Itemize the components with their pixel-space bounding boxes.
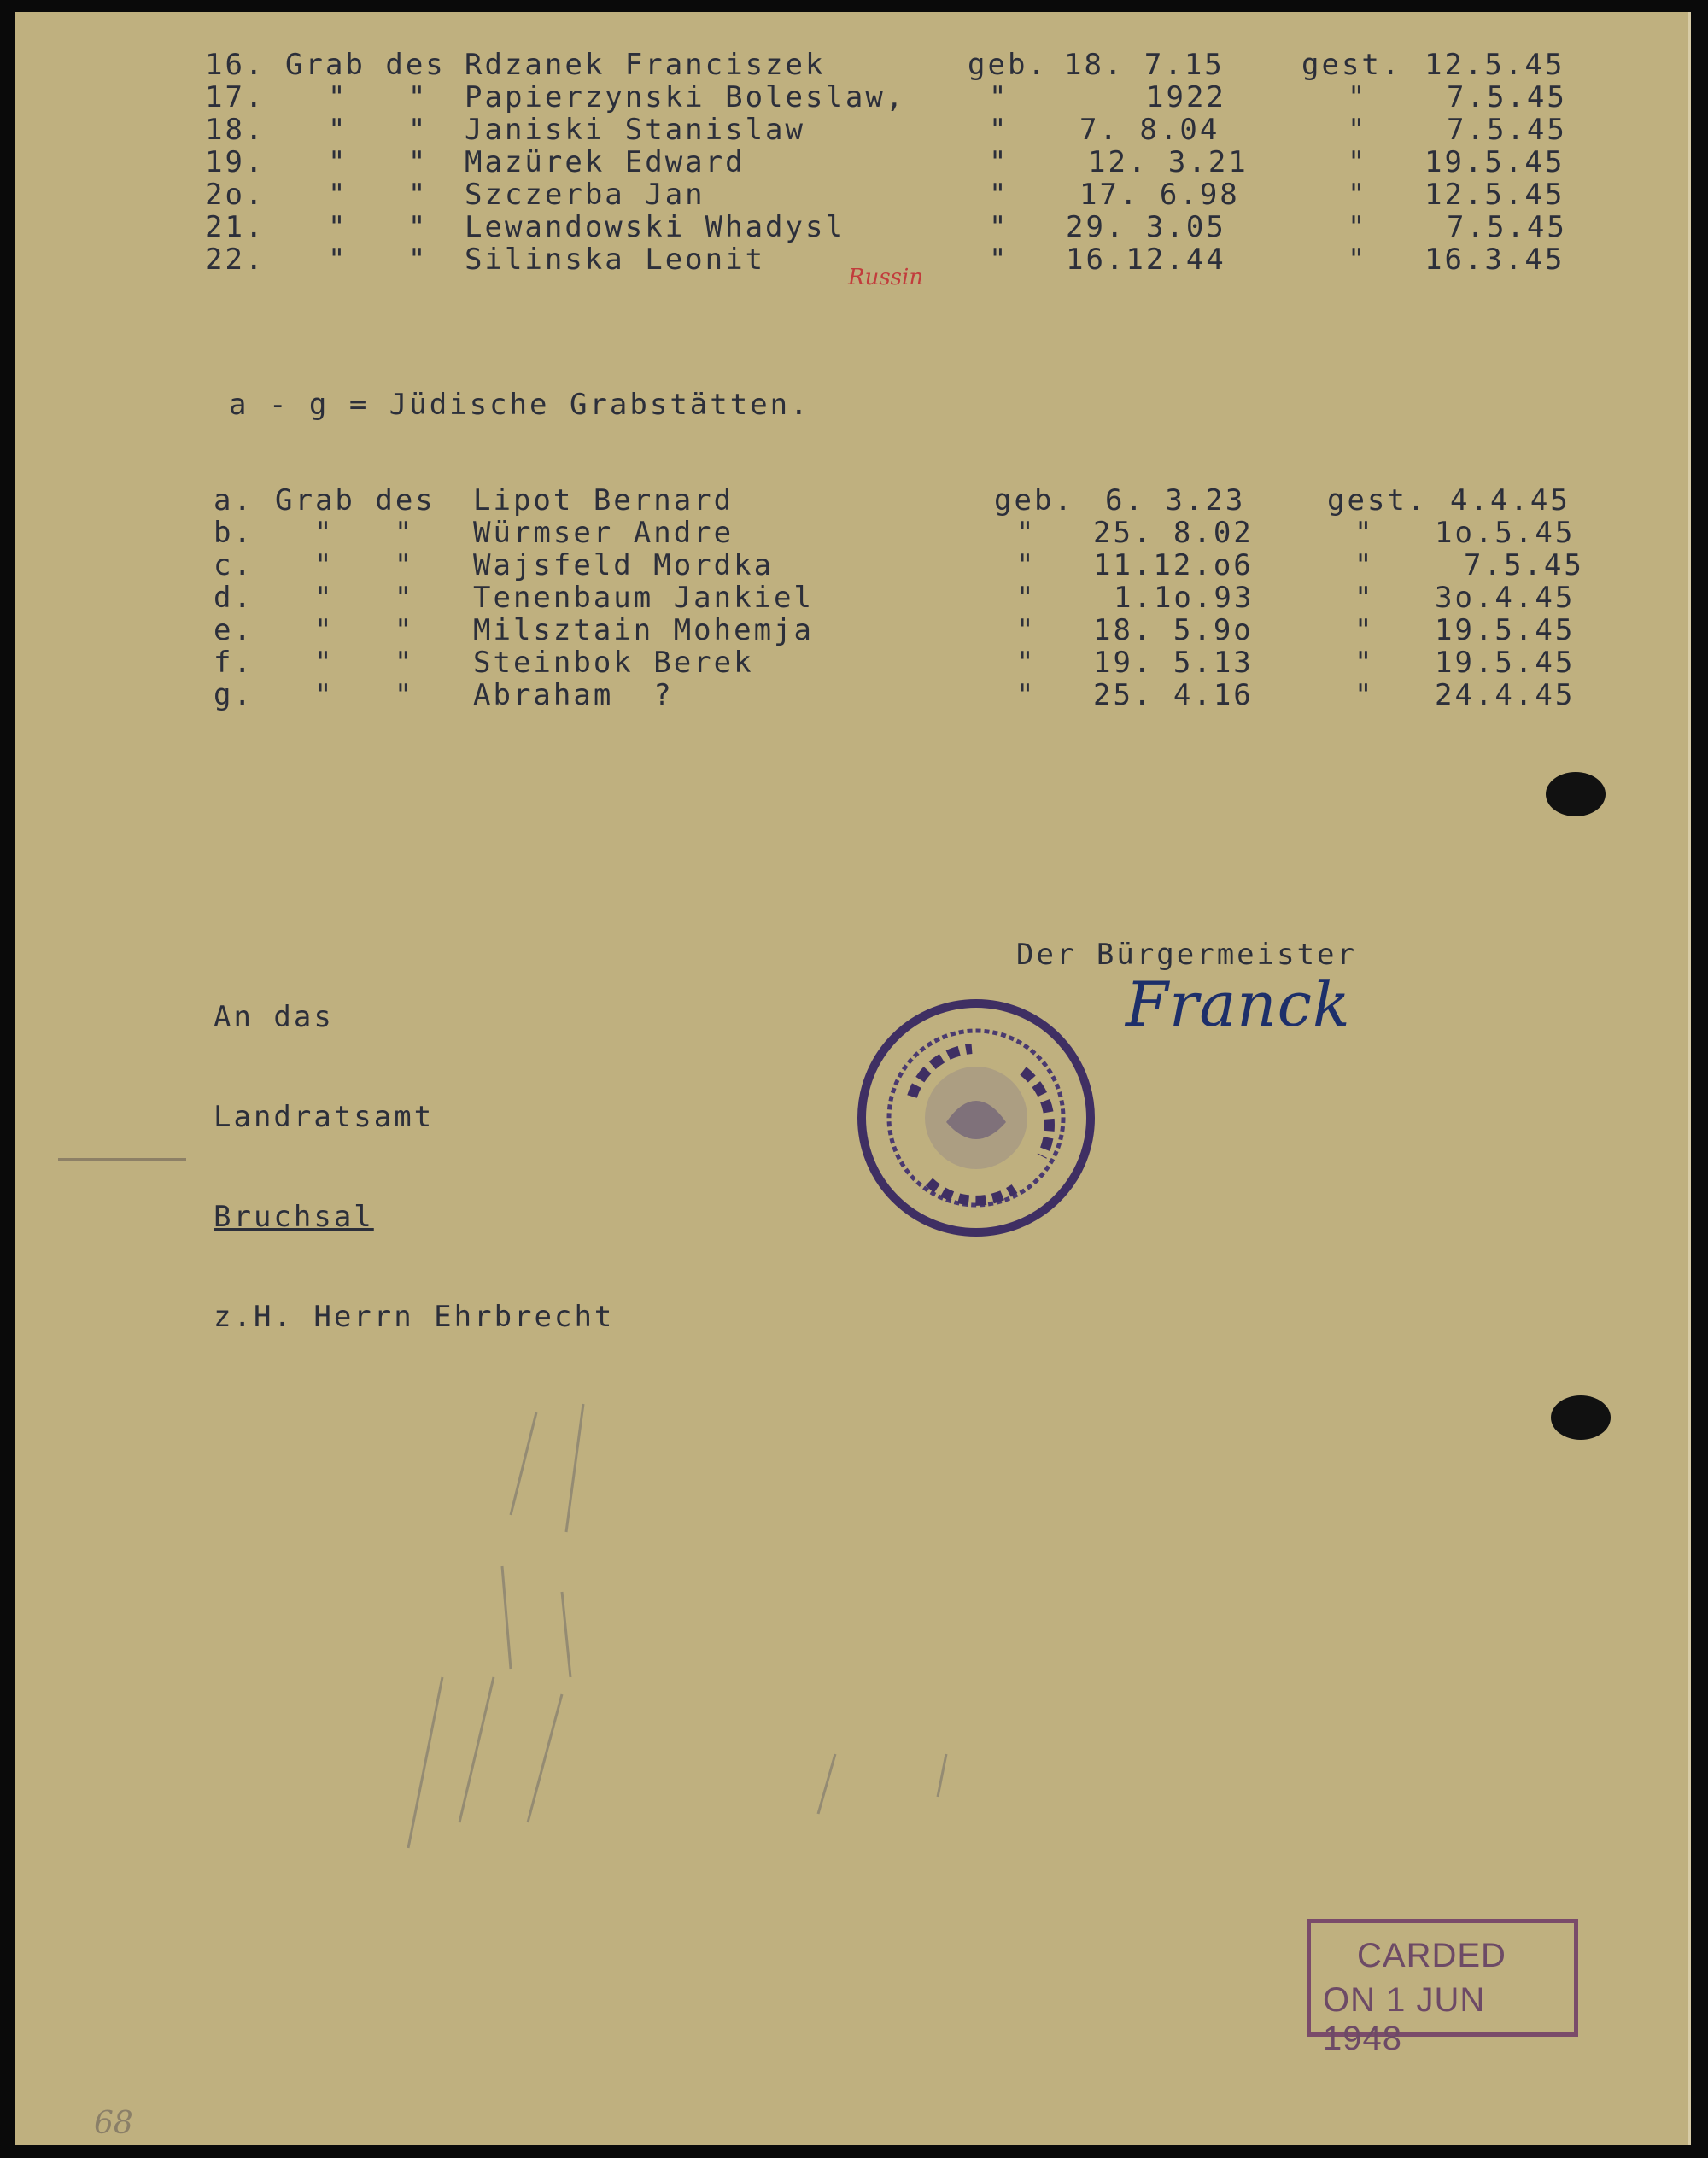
stamp-date: ON 1 JUN 1948 (1323, 1981, 1486, 2057)
grave-label: Grab des (275, 483, 436, 518)
grave-name: Lewandowski Whadysl (465, 210, 845, 244)
jewish-grave-row (15, 483, 1638, 518)
grave-row (15, 48, 1638, 82)
grave-name: Steinbok Berek (473, 646, 754, 680)
death-date: 19.5.45 (1435, 646, 1576, 680)
born-marker: " (1016, 581, 1037, 615)
address-line: z.H. Herrn Ehrbrecht (214, 1300, 615, 1334)
official-seal (852, 994, 1100, 1242)
grave-letter: f. (214, 646, 254, 680)
death-date: 4.4.45 (1450, 483, 1571, 518)
grave-label: " " (328, 145, 429, 179)
grave-row (15, 80, 1638, 114)
birth-date: 1922 (1146, 80, 1226, 114)
grave-row (15, 145, 1638, 179)
grave-name: Lipot Bernard (473, 483, 734, 518)
death-date: 7.5.45 (1447, 80, 1567, 114)
born-marker: geb. (968, 48, 1048, 82)
grave-name: Silinska Leonit (465, 243, 766, 277)
birth-date: 1.1o.93 (1114, 581, 1255, 615)
jewish-grave-row (15, 613, 1638, 647)
grave-letter: c. (214, 548, 254, 582)
page-number: 68 (94, 2106, 133, 2141)
grave-name: Mazürek Edward (465, 145, 746, 179)
mayor-title: Der Bürgermeister (1016, 938, 1357, 972)
death-date: 24.4.45 (1435, 678, 1576, 712)
died-marker: " (1348, 80, 1368, 114)
jewish-grave-row (15, 678, 1638, 712)
born-marker: " (1016, 516, 1037, 550)
born-marker: " (989, 210, 1009, 244)
recipient-address (214, 934, 614, 1401)
died-marker: " (1348, 178, 1368, 212)
grave-label: " " (328, 113, 429, 147)
died-marker: gest. (1327, 483, 1428, 518)
grave-number: 19. (205, 145, 266, 179)
died-marker: " (1354, 678, 1375, 712)
grave-letter: a. (214, 483, 254, 518)
born-marker: " (1016, 678, 1037, 712)
grave-row (15, 178, 1638, 212)
died-marker: " (1354, 613, 1375, 647)
jewish-grave-row (15, 646, 1638, 680)
grave-letter: g. (214, 678, 254, 712)
death-date: 12.5.45 (1424, 178, 1565, 212)
born-marker: " (1016, 646, 1037, 680)
death-date: 3o.4.45 (1435, 581, 1576, 615)
death-date: 7.5.45 (1464, 548, 1584, 582)
died-marker: gest. (1301, 48, 1402, 82)
birth-date: 16.12.44 (1066, 243, 1226, 277)
died-marker: " (1354, 516, 1375, 550)
fold-line (58, 1158, 186, 1161)
address-line: Landratsamt (214, 1100, 435, 1134)
grave-letter: e. (214, 613, 254, 647)
birth-date: 18. 5.9o (1093, 613, 1254, 647)
born-marker: " (1016, 548, 1037, 582)
birth-date: 25. 8.02 (1093, 516, 1254, 550)
grave-number: 18. (205, 113, 266, 147)
born-marker: geb. (994, 483, 1074, 518)
grave-label: " " (314, 581, 415, 615)
grave-label: " " (328, 178, 429, 212)
grave-letter: d. (214, 581, 254, 615)
grave-label: " " (314, 678, 415, 712)
grave-name: Tenenbaum Jankiel (473, 581, 814, 615)
grave-name: Rdzanek Franciszek (465, 48, 826, 82)
grave-label: " " (328, 210, 429, 244)
grave-label: " " (314, 516, 415, 550)
grave-row (15, 243, 1638, 277)
grave-number: 16. (205, 48, 266, 82)
mayor-signature: Franck (1126, 968, 1351, 1040)
grave-letter: b. (214, 516, 254, 550)
grave-name: Würmser Andre (473, 516, 734, 550)
grave-number: 21. (205, 210, 266, 244)
jewish-graves-heading: a - g = Jüdische Grabstätten. (229, 388, 810, 422)
grave-row (15, 113, 1638, 147)
death-date: 19.5.45 (1435, 613, 1576, 647)
address-city: Bruchsal (214, 1200, 374, 1234)
jewish-grave-row (15, 516, 1638, 550)
born-marker: " (989, 178, 1009, 212)
jewish-grave-row (15, 581, 1638, 615)
born-marker: " (989, 80, 1009, 114)
grave-label: " " (314, 548, 415, 582)
red-annotation: Russin (848, 265, 924, 290)
grave-name: Milsztain Mohemja (473, 613, 814, 647)
grave-number: 22. (205, 243, 266, 277)
grave-name: Janiski Stanislaw (465, 113, 805, 147)
birth-date: 29. 3.05 (1066, 210, 1226, 244)
died-marker: " (1348, 210, 1368, 244)
grave-label: Grab des (285, 48, 446, 82)
birth-date: 18. 7.15 (1064, 48, 1225, 82)
born-marker: " (1016, 613, 1037, 647)
punch-hole (1551, 1395, 1611, 1440)
birth-date: 11.12.o6 (1093, 548, 1254, 582)
seal-graphic (852, 994, 1100, 1242)
grave-name: Szczerba Jan (465, 178, 705, 212)
death-date: 7.5.45 (1447, 113, 1567, 147)
grave-label: " " (328, 243, 429, 277)
grave-label: " " (314, 613, 415, 647)
born-marker: " (989, 113, 1009, 147)
grave-label: " " (314, 646, 415, 680)
birth-date: 6. 3.23 (1105, 483, 1246, 518)
died-marker: " (1354, 581, 1375, 615)
document-page (15, 12, 1691, 2145)
grave-name: Abraham ? (473, 678, 674, 712)
born-marker: " (989, 145, 1009, 179)
death-date: 19.5.45 (1424, 145, 1565, 179)
death-date: 7.5.45 (1447, 210, 1567, 244)
died-marker: " (1354, 646, 1375, 680)
died-marker: " (1354, 548, 1375, 582)
grave-number: 17. (205, 80, 266, 114)
grave-number: 2o. (205, 178, 266, 212)
address-line: An das (214, 1000, 334, 1034)
grave-name: Wajsfeld Mordka (473, 548, 775, 582)
death-date: 16.3.45 (1424, 243, 1565, 277)
born-marker: " (989, 243, 1009, 277)
death-date: 1o.5.45 (1435, 516, 1576, 550)
jewish-grave-row (15, 548, 1638, 582)
grave-label: " " (328, 80, 429, 114)
died-marker: " (1348, 243, 1368, 277)
birth-date: 25. 4.16 (1093, 678, 1254, 712)
died-marker: " (1348, 145, 1368, 179)
grave-row (15, 210, 1638, 244)
died-marker: " (1348, 113, 1368, 147)
birth-date: 12. 3.21 (1088, 145, 1249, 179)
punch-hole (1546, 772, 1606, 816)
carded-stamp (1307, 1919, 1578, 2057)
stamp-line: CARDED (1357, 1937, 1506, 1974)
grave-name: Papierzynski Boleslaw, (465, 80, 906, 114)
birth-date: 17. 6.98 (1079, 178, 1240, 212)
birth-date: 7. 8.04 (1079, 113, 1220, 147)
death-date: 12.5.45 (1424, 48, 1565, 82)
pencil-marks (357, 1395, 1006, 1874)
birth-date: 19. 5.13 (1093, 646, 1254, 680)
